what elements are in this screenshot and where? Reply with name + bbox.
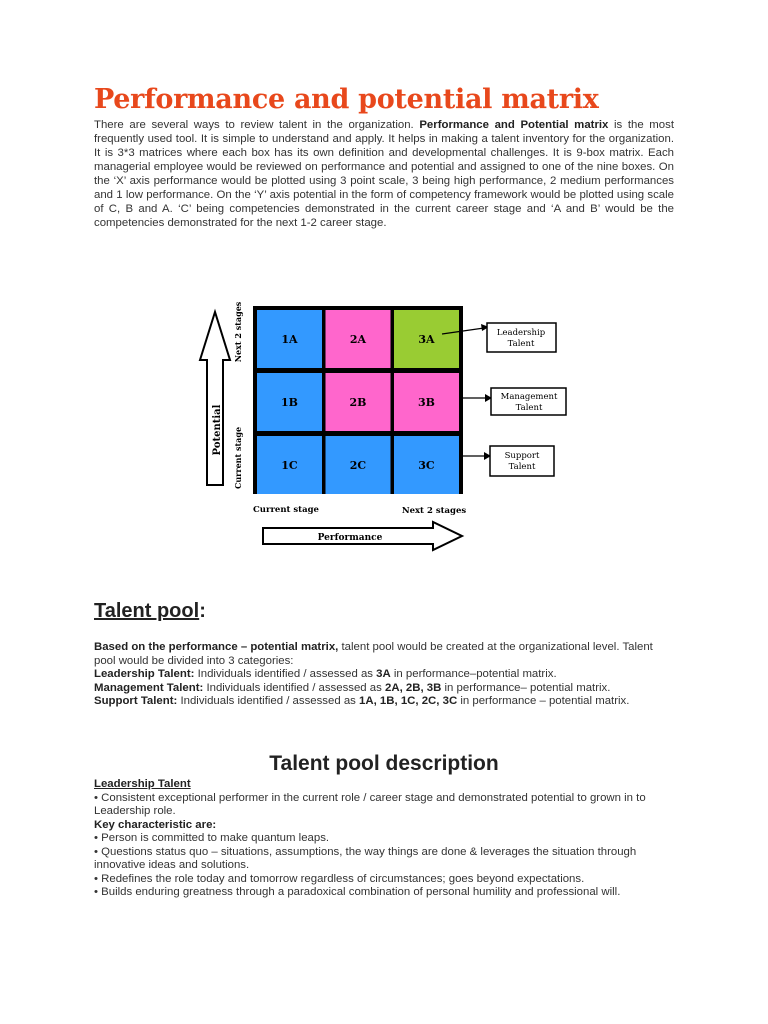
leadership-talent-subheading: Leadership Talent — [94, 778, 191, 790]
key-characteristics-label — [94, 819, 674, 833]
description-bullet: • Person is committed to make quantum leaps. — [94, 832, 330, 844]
talent-pool-heading-text: Talent pool — [94, 600, 200, 622]
talent-pool-heading-colon: : — [199, 600, 206, 622]
matrix-cell-label: 2B — [349, 396, 367, 409]
leadership-codes: 3A — [376, 668, 391, 680]
description-bullet: • Questions status quo – situations, assumptions, the way things are done & leverages the situation through innovative ideas and solutions. — [94, 845, 637, 871]
y-top-label: Next 2 stages — [233, 301, 243, 363]
matrix-cells — [257, 310, 459, 494]
support-text: Individuals identified / assessed as — [177, 695, 360, 707]
leadership-label: Leadership Talent: — [94, 668, 195, 680]
description-bullet: • Redefines the role today and tomorrow regardless of circumstances; goes beyond expectations. — [94, 872, 585, 885]
performance-axis-label: Performance — [317, 533, 383, 543]
management-tail: in performance– potential matrix. — [441, 681, 611, 694]
intro-bold: Performance and Potential matrix — [419, 119, 609, 131]
intro-paragraph — [94, 118, 674, 230]
key-characteristics-text: Key characteristic are: — [94, 818, 217, 831]
management-box-line1: Management — [500, 392, 558, 402]
talent-pool-intro-text: talent pool would be created at the organizational level. Talent pool would be divided into 3 categories: — [94, 641, 653, 667]
intro-text-1: There are several ways to review talent in the organization. — [94, 119, 420, 131]
potential-axis-label: Potential — [212, 404, 223, 456]
leadership-tail: in performance–potential matrix. — [390, 668, 557, 680]
management-text: Individuals identified / assessed as — [203, 681, 386, 694]
management-box-line2: Talent — [515, 403, 543, 413]
x-left-label: Current stage — [253, 505, 319, 515]
matrix-cell-label: 3C — [418, 459, 435, 472]
matrix-cell-label: 1B — [281, 396, 298, 409]
leadership-text: Individuals identified / assessed as — [194, 668, 377, 680]
leadership-box-line1: Leadership — [496, 328, 546, 338]
description-bullet-intro: • Consistent exceptional performer in the current role / career stage and demonstrated potential to grown in to Leadership role. — [94, 791, 646, 817]
matrix-cell-label: 1C — [281, 459, 298, 472]
matrix-cell-label: 3B — [418, 396, 435, 409]
intro-text-2: is the most frequently used tool. It is simple to understand and apply. It helps in making a talent inventory for the organization. It is 3*3 matrices where each box has its own definition and developmental challenges. It is 9-box matrix. Each managerial employee would be reviewed on performance and potential and assigned to one of the nine boxes. On the ‘X’ axis performance would be plotted using 3 point scale, 3 being high performance, 2 medium performances and 1 low performance. On the ‘Y’ axis potential in the form of competency framework would be plotted using scale of C, B and A. ‘C’ being competencies demonstrated in the current career stage and ‘A and B’ would be the competencies demonstrated for the next 1-2 career stage. — [94, 119, 674, 229]
talent-pool-description-heading: Talent pool description — [269, 752, 499, 775]
leadership-box-line2: Talent — [507, 339, 535, 349]
talent-pool-section — [94, 641, 674, 709]
management-talent-line — [94, 682, 674, 696]
matrix-cell-label: 3A — [418, 333, 435, 346]
potential-arrow — [200, 312, 230, 485]
support-talent-line — [94, 695, 674, 709]
talent-pool-intro-bold: Based on the performance – potential matrix, — [94, 641, 339, 653]
matrix-cell-label: 2A — [349, 333, 367, 346]
support-box-line1: Support — [504, 451, 540, 461]
talent-pool-intro — [94, 641, 674, 668]
support-box-line2: Talent — [508, 462, 536, 472]
x-right-label: Next 2 stages — [401, 506, 467, 516]
management-codes: 2A, 2B, 3B — [385, 681, 442, 694]
management-label: Management Talent: — [94, 681, 204, 694]
y-bottom-label: Current stage — [233, 426, 243, 490]
page-title: Performance and potential matrix — [94, 84, 599, 115]
support-codes: 1A, 1B, 1C, 2C, 3C — [359, 695, 458, 707]
matrix-cell-label: 1A — [281, 333, 298, 346]
support-label: Support Talent: — [94, 695, 178, 707]
description-bullet: • Builds enduring greatness through a paradoxical combination of personal humility and professional will. — [94, 886, 621, 898]
matrix-cell-label: 2C — [349, 459, 367, 472]
talent-pool-description — [94, 778, 674, 900]
talent-pool-heading — [94, 600, 206, 623]
leadership-talent-line — [94, 668, 674, 682]
support-tail: in performance – potential matrix. — [457, 695, 630, 707]
performance-potential-matrix-diagram — [196, 290, 576, 555]
